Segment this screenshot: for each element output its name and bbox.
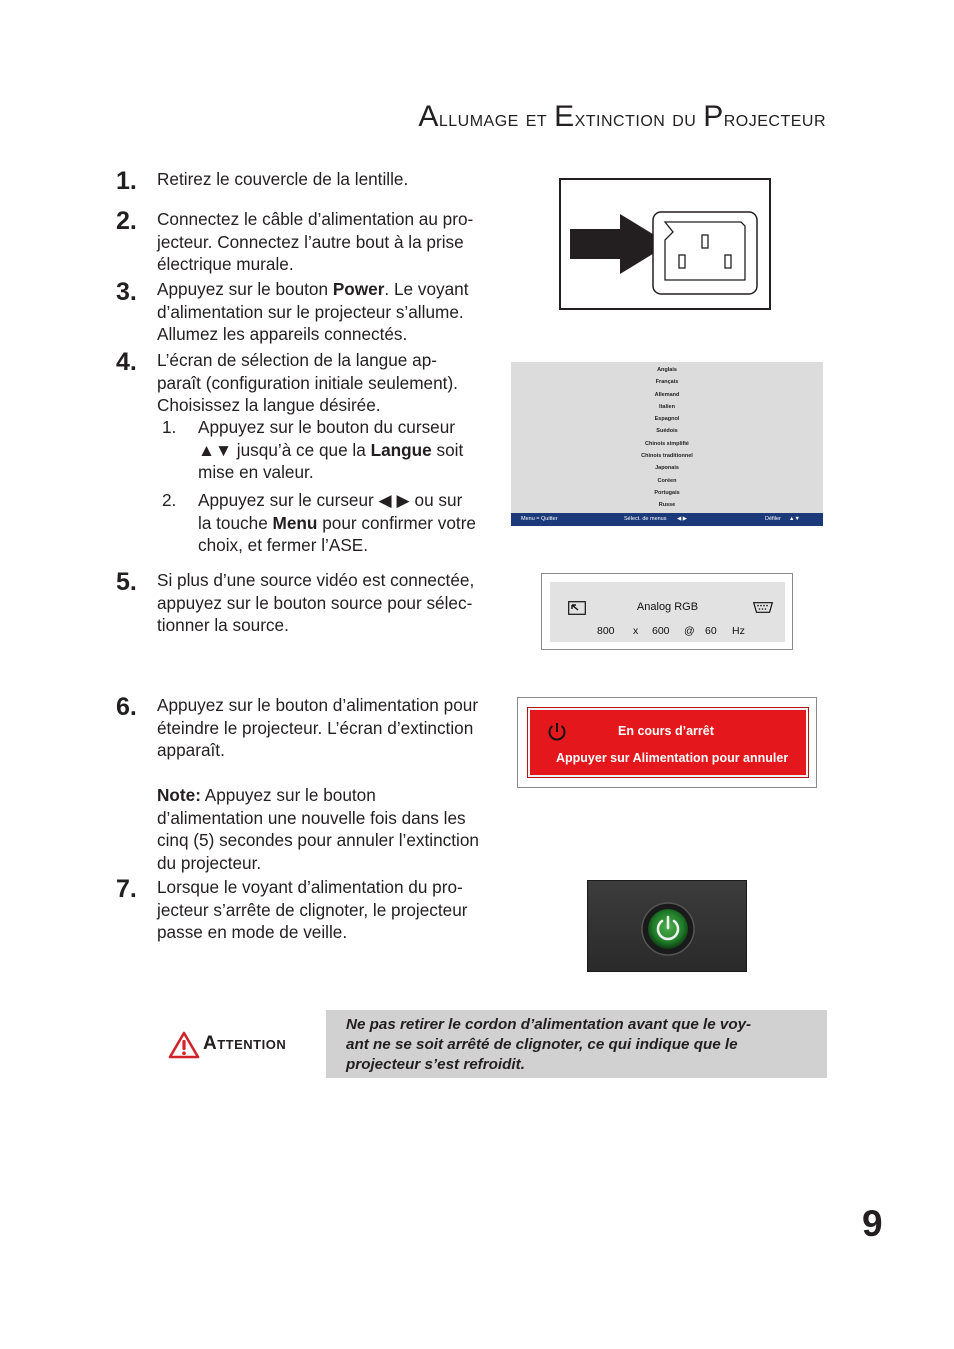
resolution-x: x [633,625,639,637]
note-line-1 [157,784,512,807]
attention-label: Attention [203,1033,287,1054]
substep-1-line-2 [198,439,508,462]
step-2-number: 2. [116,207,137,235]
langue-keyword: Langue [370,439,432,460]
language-option[interactable]: Chinois traditionnel [641,453,693,460]
step-5-text [157,569,509,637]
substep-2-text-a: la touche [198,512,273,533]
note-line-3: cinq (5) secondes pour annuler l’extinction [157,830,479,850]
step-3-line-2: d’alimentation sur le projecteur s’allume. [157,301,464,322]
step-3-text [157,278,509,346]
title-rest-3: rojecteur [723,105,826,131]
refresh-rate: 60 [705,625,717,637]
step-1-number: 1. [116,167,137,195]
substep-1-text-a: ▲▼ jusqu’à ce que la [198,439,371,460]
power-keyword: Power [332,279,385,299]
step-2-line-2: jecteur. Connectez l’autre bout à la prise [157,231,464,252]
green-power-button-icon [640,901,696,957]
language-option[interactable]: Suédois [656,428,678,435]
shutdown-screen [517,697,817,788]
substep-2-line-2 [198,512,508,535]
step-7-line-2: jecteur s’arrête de clignoter, le projecteur [157,899,468,920]
attention-line-3: projecteur s’est refroidit. [346,1056,525,1074]
step-3-line-3: Allumez les appareils connectés. [157,324,408,344]
attention-line-2: ant ne se soit arrêté de clignoter, ce qui indique que le [346,1036,738,1054]
power-socket-figure [559,178,771,310]
substep-2-line-1: Appuyez sur le curseur ◀ ▶ ou sur [198,490,463,510]
language-option[interactable]: Français [655,379,679,386]
step-1-text: Retirez le couvercle de la lentille. [157,169,409,189]
note-line-4: du projecteur. [157,852,262,873]
step-6-line-2: éteindre le projecteur. L’écran d’extinction [157,717,474,738]
title-cap-1: A [418,100,439,133]
language-list [511,364,823,512]
power-button-photo [587,880,747,972]
vga-connector-icon [753,602,773,613]
power-icon [546,721,568,743]
substep-1-text-b: soit [431,439,464,460]
step-2-line-3: électrique murale. [157,254,294,274]
step-3-text-b: . Le voyant [384,279,469,299]
menu-quit-hint: Menu = Quitter [521,516,558,522]
step-4-line-3: Choisissez la langue désirée. [157,395,381,415]
step-6-number: 6. [116,693,137,721]
step-2-text [157,208,509,276]
step-7-text [157,876,509,944]
step-6-line-1: Appuyez sur le bouton d’alimentation pour [157,695,479,715]
shutdown-cancel-hint: Appuyer sur Alimentation pour annuler [556,751,789,765]
step-5-number: 5. [116,568,137,596]
step-3-text-a: Appuyez sur le bouton [157,279,333,299]
title-rest-2: xtinction du [574,105,704,131]
language-menu-status-bar [511,513,823,526]
warning-triangle-icon [168,1031,200,1059]
step-4-line-2: paraît (configuration initiale seulement). [157,372,458,393]
step-6-text [157,694,512,874]
substep-1-number: 1. [162,417,177,437]
up-down-arrows-icon: ▲▼ [789,516,800,522]
substep-1-line-1: Appuyez sur le bouton du curseur [198,417,456,437]
source-info-screen [541,573,793,650]
note-line-2: d’alimentation une nouvelle fois dans les [157,807,466,828]
refresh-unit: Hz [732,625,745,637]
shutdown-panel [528,708,808,777]
step-6-line-3: apparaît. [157,740,225,760]
language-option[interactable]: Italien [659,403,675,410]
step-5-line-1: Si plus d’une source vidéo est connectée, [157,570,475,590]
note-label: Note: [157,785,201,805]
substep-2-text [198,489,508,557]
step-3-number: 3. [116,278,137,306]
left-right-arrows-icon: ◀ ▶ [677,516,687,522]
step-3-line-1 [157,278,509,301]
step-4-number: 4. [116,348,137,376]
refresh-at: @ [684,625,695,637]
language-selection-screen [511,362,823,526]
scroll-hint: Défiler [765,516,781,522]
step-5-line-2: appuyez sur le bouton source pour sélec- [157,592,473,613]
language-option[interactable]: Chinois simplifié [644,440,689,447]
step-7-line-1: Lorsque le voyant d’alimentation du pro- [157,877,463,897]
title-cap-2: E [554,100,575,133]
language-option[interactable]: Coréen [657,477,677,484]
menu-keyword: Menu [272,512,318,533]
language-option[interactable]: Anglais [657,367,677,373]
note-text-a: Appuyez sur le bouton [200,785,376,805]
language-option[interactable]: Japonais [655,465,679,472]
page-number: 9 [862,1203,883,1244]
attention-box [326,1010,827,1078]
step-7-number: 7. [116,875,137,903]
step-4-line-1: L’écran de sélection de la langue ap- [157,350,437,370]
substep-2-text-b: pour confirmer votre [317,512,476,533]
select-menu-hint: Sélect. de menus [624,516,667,522]
page-title [0,100,826,134]
language-option[interactable]: Espagnol [654,416,680,423]
shutdown-status-text: En cours d’arrêt [618,724,714,738]
power-socket-icon [561,180,769,308]
attention-line-1: Ne pas retirer le cordon d’alimentation avant que le voy- [346,1016,752,1033]
step-7-line-3: passe en mode de veille. [157,922,348,942]
language-option[interactable]: Russe [658,502,676,509]
language-option[interactable]: Allemand [654,391,680,398]
substep-1-line-3: mise en valeur. [198,462,314,482]
resolution-height: 600 [652,625,670,637]
substep-2-number: 2. [162,490,177,510]
source-info-panel [550,582,785,642]
title-rest-1: llumage et [438,105,555,131]
language-option[interactable]: Portugais [654,489,680,496]
step-2-line-1: Connectez le câble d’alimentation au pro- [157,209,474,229]
title-cap-3: P [703,100,724,133]
step-4-text [157,349,509,417]
source-name: Analog RGB [636,601,699,613]
resolution-width: 800 [597,625,615,637]
attention-text [346,1015,816,1076]
substep-2-line-3: choix, et fermer l’ASE. [198,535,369,555]
step-5-line-3: tionner la source. [157,615,289,635]
substep-1-text [198,416,508,484]
